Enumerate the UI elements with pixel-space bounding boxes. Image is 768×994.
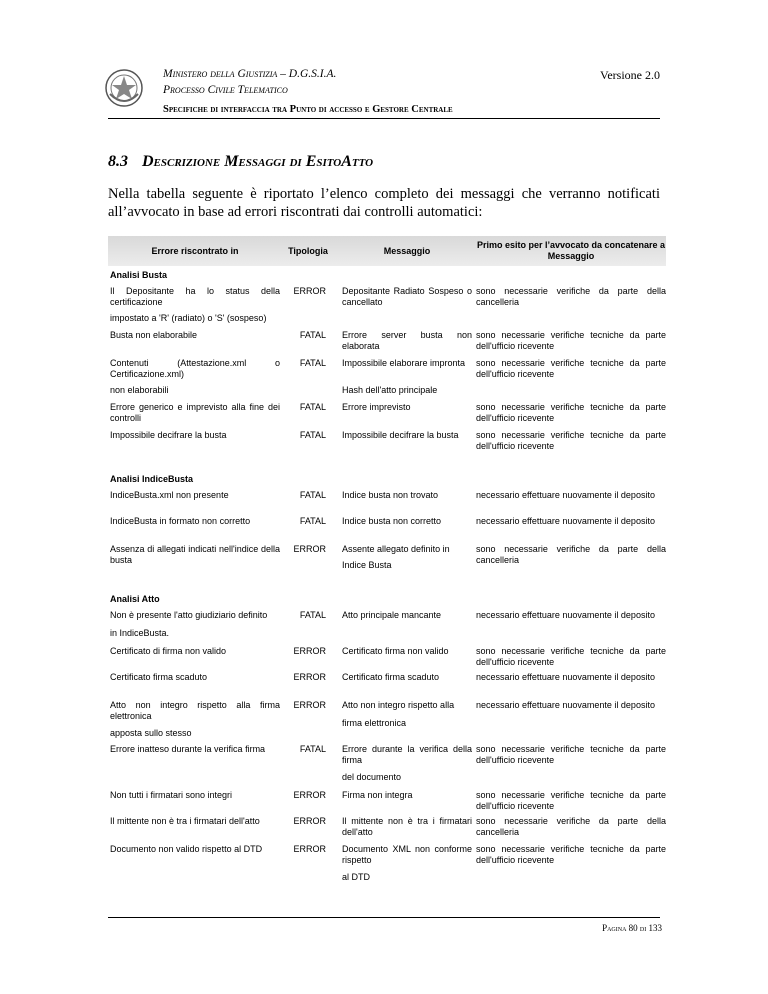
cell-messaggio: Atto non integro rispetto alla: [342, 700, 455, 710]
section-title: Descrizione Messaggi di EsitoAtto: [142, 153, 374, 170]
cell-messaggio: Certificato firma non valido: [342, 646, 449, 656]
table-row: [108, 516, 666, 527]
table-row: [108, 330, 666, 352]
cell-tipologia: ERROR: [293, 544, 326, 554]
cell-tipologia: ERROR: [293, 844, 326, 854]
messages-table: [108, 236, 666, 896]
cell-esito: sono necessarie verifiche tecniche da parte dell'ufficio ricevente: [476, 358, 666, 379]
row-note: Hash dell'atto principale: [342, 385, 438, 395]
cell-tipologia: ERROR: [293, 700, 326, 710]
row-note: apposta sullo stesso: [110, 728, 192, 738]
section-analisi-indicebusta: Analisi IndiceBusta: [110, 474, 194, 484]
row-note: impostato a 'R' (radiato) o 'S' (sospeso): [110, 313, 267, 323]
version-label: Versione 2.0: [600, 68, 660, 82]
table-row: [108, 402, 666, 424]
header-messaggio: Messaggio: [383, 245, 431, 256]
table-header: [108, 236, 666, 266]
cell-messaggio: Certificato firma scaduto: [342, 672, 440, 682]
section-number: 8.3: [108, 153, 128, 170]
cell-messaggio: Depositante Radiato Sospeso o cancellato: [342, 286, 472, 307]
cell-messaggio: Atto principale mancante: [342, 610, 442, 620]
row-note: non elaborabili: [110, 385, 169, 395]
cell-messaggio: Errore imprevisto: [342, 402, 411, 412]
cell-errore: Assenza di allegati indicati nell'indice della busta: [110, 544, 280, 565]
cell-tipologia: FATAL: [299, 358, 326, 368]
cell-esito: sono necessarie verifiche tecniche da parte dell'ufficio ricevente: [476, 646, 666, 667]
table-row: [108, 790, 666, 812]
table-row: [108, 430, 666, 452]
cell-esito: necessario effettuare nuovamente il deposito: [476, 700, 655, 710]
cell-tipologia: FATAL: [299, 490, 326, 500]
cell-esito: necessario effettuare nuovamente il deposito: [476, 490, 655, 500]
cell-tipologia: FATAL: [299, 610, 326, 620]
cell-errore: Busta non elaborabile: [110, 330, 198, 340]
cell-tipologia: FATAL: [299, 402, 326, 412]
cell-tipologia: ERROR: [293, 790, 326, 800]
spec-line: Specifiche di interfaccia tra Punto di accesso e Gestore Centrale: [163, 104, 453, 115]
cell-errore: Errore inatteso durante la verifica firma: [110, 744, 266, 754]
cell-tipologia: ERROR: [293, 672, 326, 682]
row-note: Indice Busta: [342, 560, 392, 570]
cell-tipologia: ERROR: [293, 816, 326, 826]
cell-esito: sono necessarie verifiche da parte della cancelleria: [476, 544, 666, 565]
table-row: [108, 844, 666, 866]
cell-messaggio: Firma non integra: [342, 790, 413, 800]
cell-errore: Non tutti i firmatari sono integri: [110, 790, 233, 800]
cell-esito: sono necessarie verifiche tecniche da parte dell'ufficio ricevente: [476, 330, 666, 351]
cell-errore: Atto non integro rispetto alla firma elettronica: [110, 700, 280, 721]
table-row: [108, 358, 666, 380]
footer-divider: [108, 917, 660, 918]
cell-tipologia: FATAL: [299, 744, 326, 754]
table-row: [108, 744, 666, 766]
cell-errore: Documento non valido rispetto al DTD: [110, 844, 263, 854]
cell-tipologia: FATAL: [299, 430, 326, 440]
cell-tipologia: FATAL: [299, 330, 326, 340]
process-line: Processo Civile Telematico: [163, 84, 288, 96]
cell-esito: necessario effettuare nuovamente il deposito: [476, 516, 655, 526]
cell-messaggio: Indice busta non trovato: [342, 490, 439, 500]
cell-errore: IndiceBusta.xml non presente: [110, 490, 229, 500]
cell-tipologia: FATAL: [299, 516, 326, 526]
cell-messaggio: Indice busta non corretto: [342, 516, 442, 526]
cell-esito: sono necessarie verifiche da parte della cancelleria: [476, 816, 666, 837]
cell-errore: Il mittente non è tra i firmatari dell'atto: [110, 816, 260, 826]
header-tipologia: Tipologia: [288, 245, 328, 256]
cell-errore: Certificato di firma non valido: [110, 646, 227, 656]
row-note: al DTD: [342, 872, 371, 882]
page-header: [108, 66, 660, 119]
cell-messaggio: Errore server busta non elaborata: [342, 330, 472, 351]
cell-esito: necessario effettuare nuovamente il deposito: [476, 610, 655, 620]
cell-messaggio: Il mittente non è tra i firmatari dell'atto: [342, 816, 472, 837]
cell-errore: Errore generico e imprevisto alla fine dei controlli: [110, 402, 280, 423]
table-row: [108, 816, 666, 838]
section-heading: [108, 153, 373, 171]
cell-esito: sono necessarie verifiche tecniche da parte dell'ufficio ricevente: [476, 790, 666, 811]
header-primo-esito: Primo esito per l’avvocato da concatenare a Messaggio: [476, 240, 666, 261]
table-row: [108, 490, 666, 501]
cell-errore: IndiceBusta in formato non corretto: [110, 516, 251, 526]
cell-messaggio: Impossibile elaborare impronta: [342, 358, 466, 368]
cell-esito: sono necessarie verifiche da parte della cancelleria: [476, 286, 666, 307]
cell-errore: Impossibile decifrare la busta: [110, 430, 227, 440]
cell-messaggio: Assente allegato definito in: [342, 544, 450, 554]
table-row: [108, 610, 666, 621]
intro-paragraph: Nella tabella seguente è riportato l’elenco completo dei messaggi che verranno notificati all’avvocato in base ad errori riscontrati dai controlli automatici:: [108, 186, 660, 220]
table-row: [108, 672, 666, 683]
page-number: Pagina 80 di 133: [602, 923, 662, 933]
row-note: in IndiceBusta.: [110, 628, 170, 638]
cell-esito: sono necessarie verifiche tecniche da parte dell'ufficio ricevente: [476, 430, 666, 451]
cell-messaggio: Impossibile decifrare la busta: [342, 430, 459, 440]
cell-tipologia: ERROR: [293, 646, 326, 656]
cell-errore: Non è presente l'atto giudiziario definito: [110, 610, 268, 620]
row-note: firma elettronica: [342, 718, 407, 728]
section-analisi-busta: Analisi Busta: [110, 270, 168, 280]
header-errore: Errore riscontrato in: [151, 245, 239, 256]
table-row: [108, 286, 666, 308]
cell-tipologia: ERROR: [293, 286, 326, 296]
cell-messaggio: Documento XML non conforme rispetto: [342, 844, 472, 865]
cell-errore: Certificato firma scaduto: [110, 672, 208, 682]
cell-errore: Contenuti (Attestazione.xml o Certificazione.xml): [110, 358, 280, 379]
ministry-line: Ministero della Giustizia – D.G.S.I.A.: [163, 68, 337, 80]
cell-esito: sono necessarie verifiche tecniche da parte dell'ufficio ricevente: [476, 844, 666, 865]
cell-esito: sono necessarie verifiche tecniche da parte dell'ufficio ricevente: [476, 402, 666, 423]
section-analisi-atto: Analisi Atto: [110, 594, 160, 604]
cell-errore: Il Depositante ha lo status della certificazione: [110, 286, 280, 307]
republic-seal-icon: [104, 68, 144, 108]
table-row: [108, 646, 666, 668]
row-note: del documento: [342, 772, 402, 782]
cell-messaggio: Errore durante la verifica della firma: [342, 744, 472, 765]
cell-esito: necessario effettuare nuovamente il deposito: [476, 672, 655, 682]
cell-esito: sono necessarie verifiche tecniche da parte dell'ufficio ricevente: [476, 744, 666, 765]
